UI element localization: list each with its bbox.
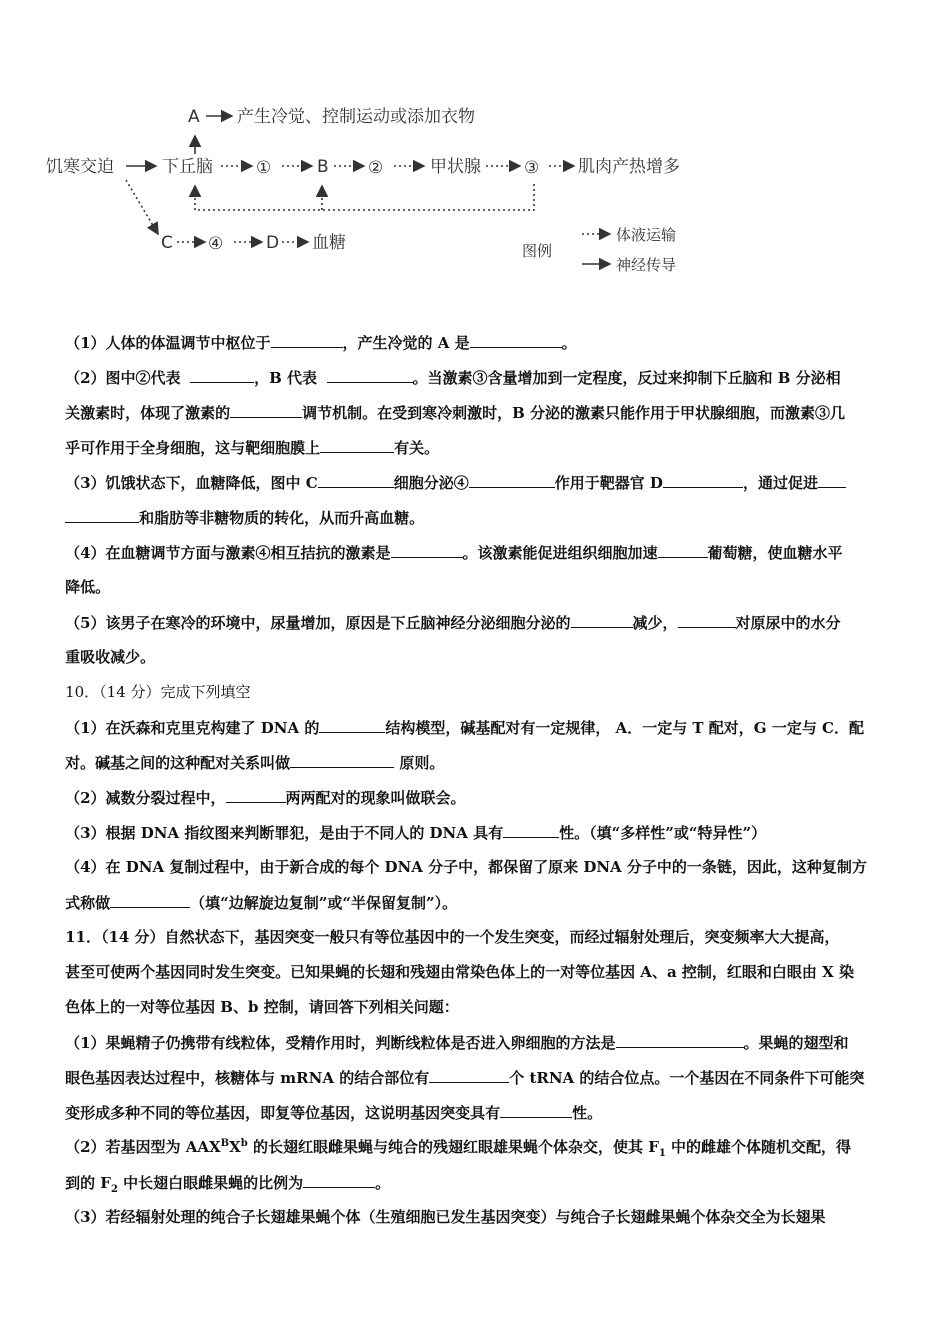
blank[interactable]	[226, 787, 286, 803]
blank[interactable]	[290, 752, 394, 768]
q10-part1-line2: 对。碱基之间的这种配对关系叫做 原则。	[65, 754, 445, 772]
node-1: ①	[256, 158, 272, 178]
node-a-result: 产生冷觉、控制运动或添加衣物	[237, 107, 475, 127]
blank[interactable]	[503, 822, 559, 838]
q9-part3-line1: （3）饥饿状态下，血糖降低，图中 C 细胞分泌④ 作用于靶器官 D ，通过促进	[46, 452, 846, 472]
node-c: C	[161, 233, 173, 253]
regulation-diagram	[40, 100, 720, 290]
q10-part3: （3）根据 DNA 指纹图来判断罪犯，是由于不同人的 DNA 具有 性。（填“多样性”或“特异性”）	[65, 824, 767, 842]
node-cold: 饥寒交迫	[46, 157, 114, 177]
blank[interactable]	[658, 542, 708, 558]
q11-part1-line3: 变形成多种不同的等位基因，即复等位基因，这说明基因突变具有 性。	[65, 1104, 603, 1122]
q11-part2-line2: 到的 $F_2$ 中长翅白眼雌果蝇的比例为 。	[65, 1174, 391, 1195]
blank[interactable]	[319, 717, 385, 733]
q11-intro-line2: 甚至可使两个基因同时发生突变。已知果蝇的长翅和残翅由常染色体上的一对等位基因 A、a 控制，红眼和白眼由 X 染	[65, 963, 854, 981]
q11-part1-line2: 眼色基因表达过程中，核糖体与 mRNA 的结合部位有 个 tRNA 的结合位点。一个基因在不同条件下可能突	[65, 1069, 865, 1087]
blank[interactable]	[616, 1032, 744, 1048]
q9-part2-line2: 关激素时，体现了激素的 调节机制。在受到寒冷刺激时，B 分泌的激素只能作用于甲状腺细胞，而激素③几	[65, 404, 845, 422]
blank[interactable]	[500, 1102, 572, 1118]
node-glucose: 血糖	[312, 233, 346, 253]
blank[interactable]	[190, 367, 254, 383]
blank[interactable]	[320, 437, 394, 453]
blank[interactable]	[391, 542, 463, 558]
blank[interactable]	[818, 472, 846, 488]
node-b: B	[317, 157, 329, 177]
blank[interactable]	[230, 402, 302, 418]
q10-heading: 10．（14 分）完成下列填空	[65, 683, 251, 701]
q11-part2-line1: （2）若基因型为 $AAX^BX^b$ 的长翅红眼雌果蝇与纯合的残翅红眼雄果蝇个体杂交，使其 $F_1$ 中的雌雄个体随机交配，得	[65, 1138, 852, 1159]
blank[interactable]	[271, 332, 343, 348]
q9-part2-line3: 乎可作用于全身细胞，这与靶细胞膜上 有关。	[65, 439, 440, 457]
blank[interactable]	[470, 332, 562, 348]
q10-part4-line1: （4）在 DNA 复制过程中，由于新合成的每个 DNA 分子中，都保留了原来 DNA 分子中的一条链，因此，这种复制方	[65, 858, 867, 876]
q9-part5-line2: 重吸收减少。	[65, 648, 156, 666]
legend-fluid: 体液运输	[616, 226, 677, 244]
blank[interactable]	[327, 367, 413, 383]
blank[interactable]	[678, 612, 736, 628]
blank[interactable]	[318, 472, 394, 488]
node-thyroid: 甲状腺	[430, 157, 481, 177]
blank[interactable]	[65, 507, 139, 523]
node-3: ③	[524, 158, 540, 178]
node-4: ④	[208, 234, 224, 254]
blank[interactable]	[571, 612, 633, 628]
nerve-arrow-to-c	[126, 180, 158, 234]
q10-part2: （2）减数分裂过程中， 两两配对的现象叫做联会。	[65, 789, 466, 807]
q11-intro-line1: 11．（14 分）自然状态下，基因突变一般只有等位基因中的一个发生突变，而经过辐射处理后，突变频率大大提高，	[65, 928, 840, 946]
q9-part2-line1: （2）图中②代表 ，B 代表 。当激素③含量增加到一定程度，反过来抑制下丘脑和 B 分泌相	[65, 369, 841, 387]
legend-nerve: 神经传导	[616, 256, 677, 274]
q9-part4-line1: （4）在血糖调节方面与激素④相互拮抗的激素是 。该激素能促进组织细胞加速 葡萄糖，使血糖水平	[65, 544, 843, 562]
q11-part3-line1: （3）若经辐射处理的纯合子长翅雄果蝇个体（生殖细胞已发生基因突变）与纯合子长翅雌果蝇个体杂交全为长翅果	[65, 1208, 826, 1226]
node-d: D	[266, 233, 280, 253]
q11-intro-line3: 色体上的一对等位基因 B、b 控制，请回答下列相关问题：	[65, 998, 459, 1016]
blank[interactable]	[469, 472, 555, 488]
q9-part5-line1: （5）该男子在寒冷的环境中，尿量增加，原因是下丘脑神经分泌细胞分泌的 减少， 对原尿中的水分	[65, 614, 841, 632]
q9-part3-line2: 和脂肪等非糖物质的转化，从而升高血糖。	[46, 487, 424, 507]
node-a: A	[188, 107, 200, 127]
node-2: ②	[368, 158, 384, 178]
q9-part4-line2: 降低。	[65, 578, 111, 596]
q9-part1: （1）人体的体温调节中枢位于 ，产生冷觉的 A 是 。	[65, 334, 577, 352]
blank[interactable]	[429, 1067, 509, 1083]
q10-part4-line2: 式称做 （填“边解旋边复制”或“半保留复制”）。	[65, 894, 458, 912]
blank[interactable]	[663, 472, 743, 488]
node-muscle: 肌肉产热增多	[578, 157, 680, 177]
blank[interactable]	[110, 892, 190, 908]
q11-part1-line1: （1）果蝇精子仍携带有线粒体，受精作用时，判断线粒体是否进入卵细胞的方法是 。果蝇的翅型和	[65, 1034, 849, 1052]
node-hypothalamus: 下丘脑	[162, 157, 213, 177]
legend-title: 图例	[522, 242, 553, 260]
feedback-loop	[195, 184, 534, 210]
q10-part1-line1: （1）在沃森和克里克构建了 DNA 的 结构模型，碱基配对有一定规律， A．一定与 T 配对，G 一定与 C．配	[65, 719, 864, 737]
blank[interactable]	[303, 1172, 375, 1188]
